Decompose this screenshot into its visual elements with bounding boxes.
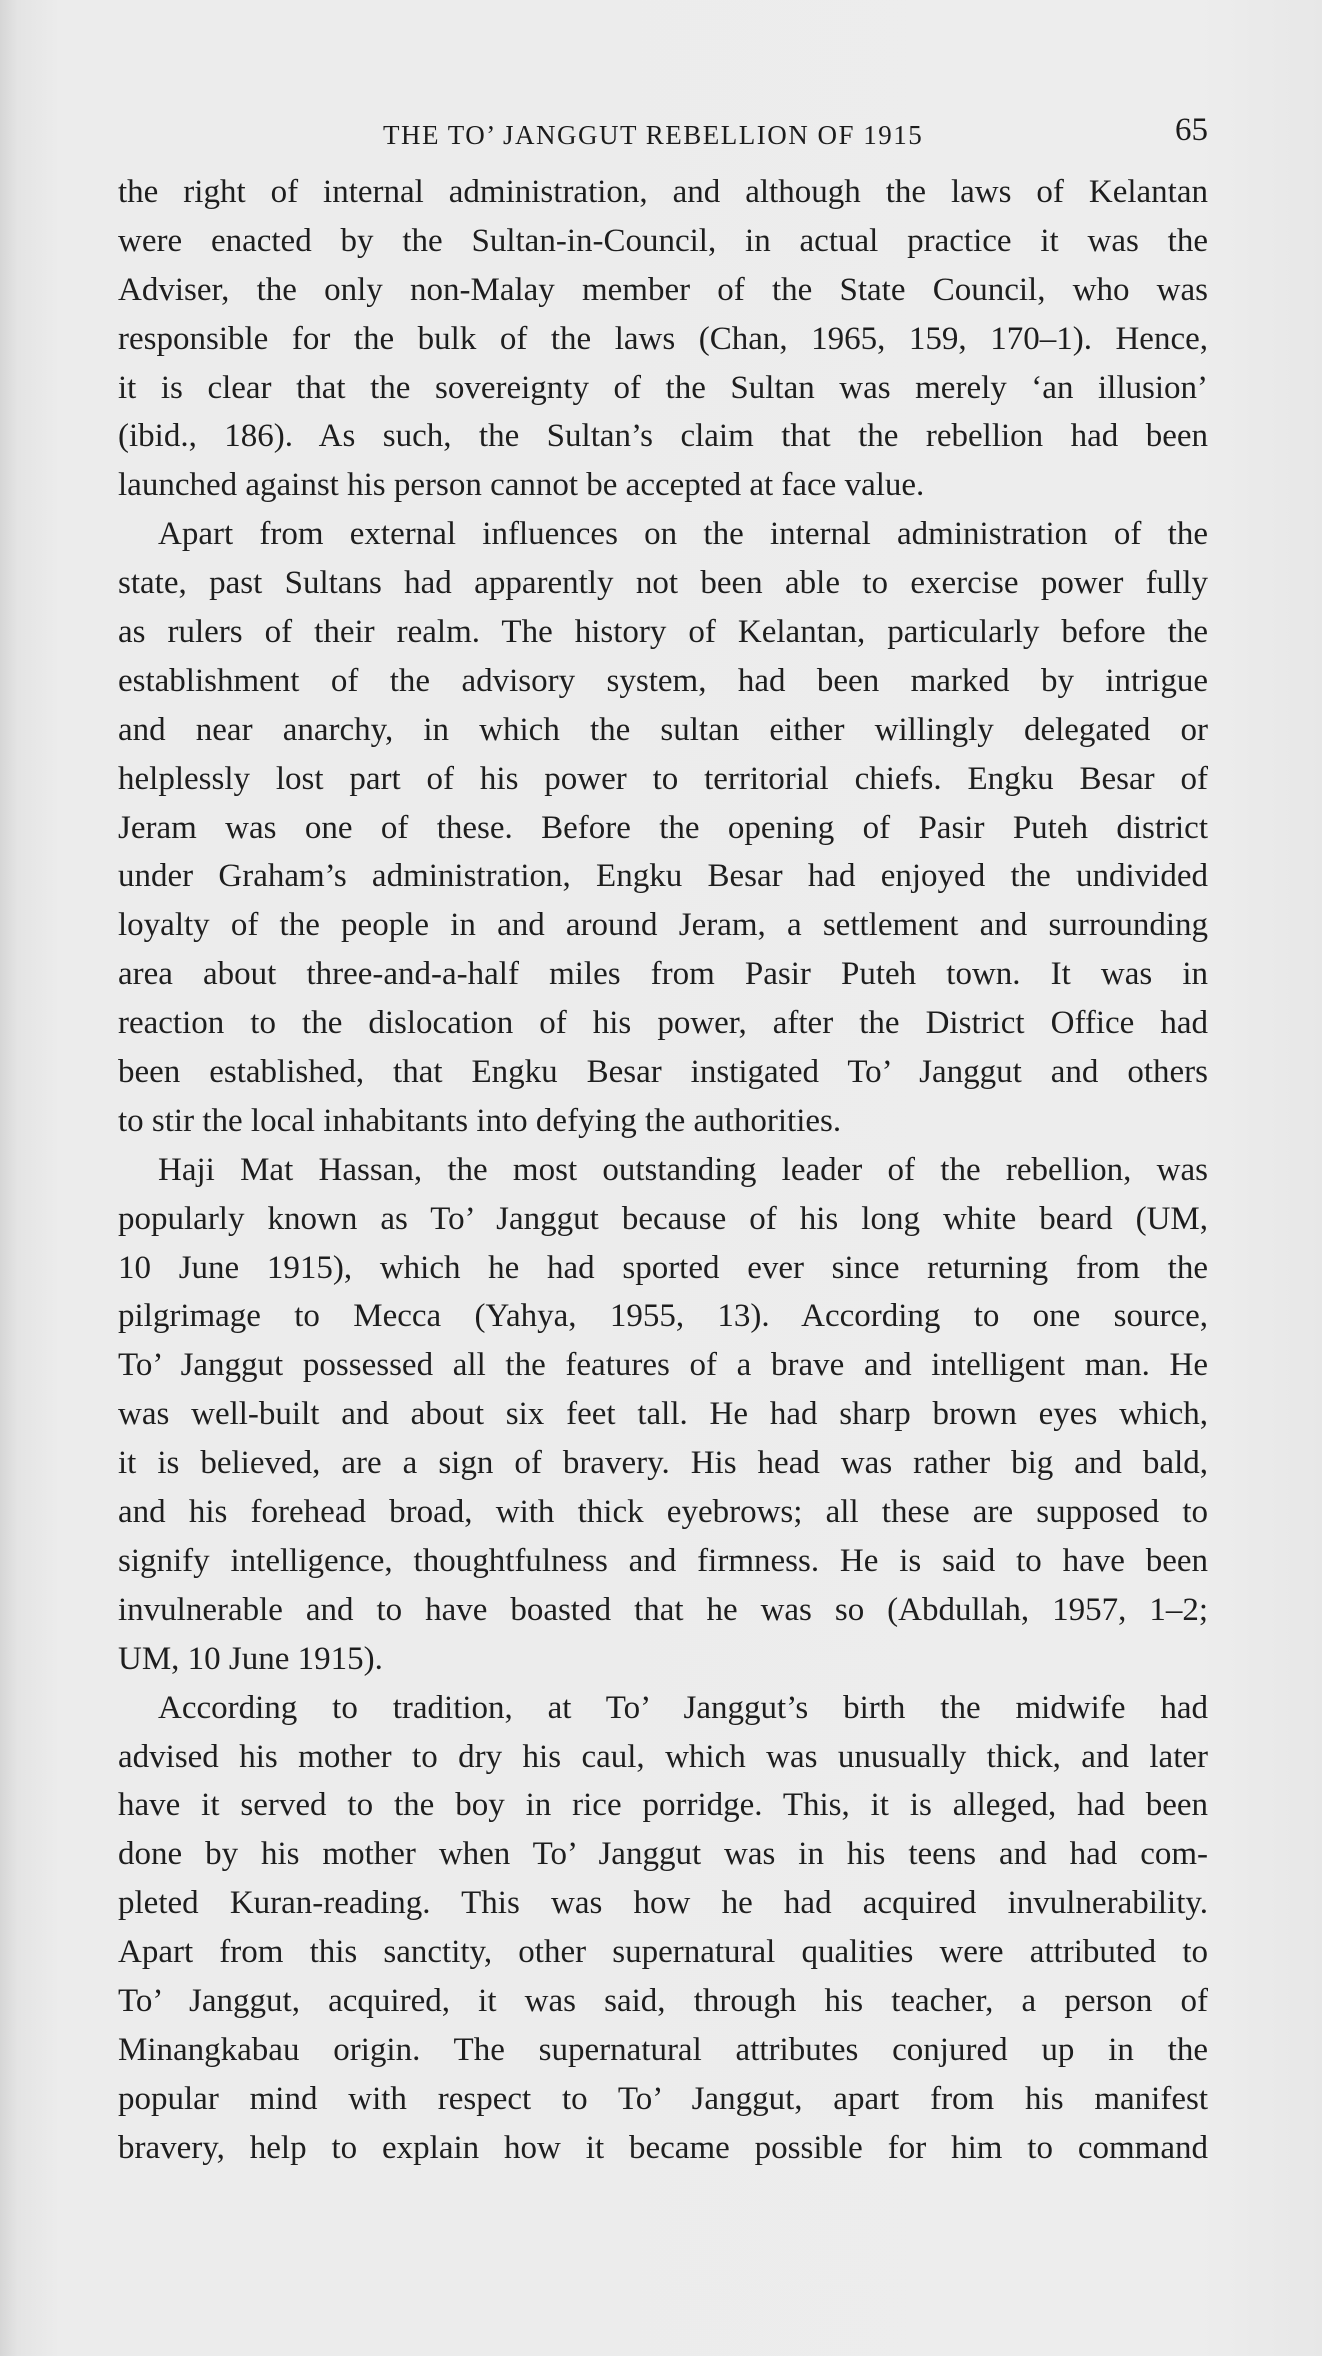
text-line: it is believed, are a sign of bravery. His head was rather big and bald,	[118, 1445, 1208, 1482]
text-line: Haji Mat Hassan, the most outstanding leader of the rebellion, was	[158, 1151, 1208, 1188]
text-line: it is clear that the sovereignty of the Sultan was merely ‘an illusion’	[118, 369, 1208, 406]
text-line: been established, that Engku Besar instigated To’ Janggut and others	[118, 1054, 1208, 1091]
page-number: 65	[1175, 112, 1208, 148]
running-head	[118, 112, 1208, 160]
text-line: under Graham’s administration, Engku Besar had enjoyed the undivided	[118, 858, 1208, 895]
text-line: to stir the local inhabitants into defying the authorities.	[118, 1102, 842, 1139]
text-line: popularly known as To’ Janggut because of his long white beard (UM,	[118, 1200, 1208, 1237]
text-line: area about three-and-a-half miles from Pasir Puteh town. It was in	[118, 956, 1208, 993]
text-line: invulnerable and to have boasted that he was so (Abdullah, 1957, 1–2;	[118, 1591, 1208, 1628]
text-line: state, past Sultans had apparently not been able to exercise power fully	[118, 565, 1208, 602]
text-line: reaction to the dislocation of his power, after the District Office had	[118, 1005, 1208, 1042]
body-text	[118, 168, 1208, 2173]
text-line: signify intelligence, thoughtfulness and firmness. He is said to have been	[118, 1542, 1208, 1579]
text-line: 10 June 1915), which he had sported ever since returning from the	[118, 1249, 1208, 1286]
text-line: To’ Janggut possessed all the features of a brave and intelligent man. He	[118, 1347, 1208, 1384]
paragraph-2	[118, 510, 1208, 1146]
text-line: establishment of the advisory system, had been marked by intrigue	[118, 662, 1208, 699]
text-line: Apart from this sanctity, other supernatural qualities were attributed to	[118, 1934, 1208, 1971]
text-line: responsible for the bulk of the laws (Chan, 1965, 159, 170–1). Hence,	[118, 320, 1208, 357]
paragraph-4	[118, 1684, 1208, 2173]
text-line: Minangkabau origin. The supernatural attributes conjured up in the	[118, 2031, 1208, 2068]
text-line: loyalty of the people in and around Jeram, a settlement and surrounding	[118, 907, 1208, 944]
text-line: and near anarchy, in which the sultan either willingly delegated or	[118, 711, 1208, 748]
text-line: done by his mother when To’ Janggut was in his teens and had com-	[118, 1836, 1208, 1873]
text-line: Adviser, the only non-Malay member of the State Council, who was	[118, 271, 1208, 308]
paragraph-1	[118, 168, 1208, 510]
text-line: Apart from external influences on the internal administration of the	[158, 516, 1208, 553]
text-line: advised his mother to dry his caul, which was unusually thick, and later	[118, 1738, 1208, 1775]
text-line: helplessly lost part of his power to territorial chiefs. Engku Besar of	[118, 760, 1208, 797]
text-line: pilgrimage to Mecca (Yahya, 1955, 13). According to one source,	[118, 1298, 1208, 1335]
text-line: pleted Kuran-reading. This was how he had acquired invulnerability.	[118, 1885, 1208, 1922]
text-line: popular mind with respect to To’ Janggut, apart from his manifest	[118, 2080, 1208, 2117]
text-line: have it served to the boy in rice porridge. This, it is alleged, had been	[118, 1787, 1208, 1824]
text-line: bravery, help to explain how it became possible for him to command	[118, 2129, 1208, 2166]
text-line: as rulers of their realm. The history of Kelantan, particularly before the	[118, 614, 1208, 651]
text-line: (ibid., 186). As such, the Sultan’s claim that the rebellion had been	[118, 418, 1208, 455]
text-line: To’ Janggut, acquired, it was said, through his teacher, a person of	[118, 1982, 1208, 2019]
paragraph-3	[118, 1146, 1208, 1684]
running-title: THE TO’ JANGGUT REBELLION OF 1915	[383, 120, 924, 150]
text-line: launched against his person cannot be accepted at face value.	[118, 467, 925, 504]
text-line: UM, 10 June 1915).	[118, 1640, 383, 1677]
text-line: According to tradition, at To’ Janggut’s birth the midwife had	[158, 1689, 1208, 1726]
text-line: was well-built and about six feet tall. He had sharp brown eyes which,	[118, 1396, 1208, 1433]
text-line: Jeram was one of these. Before the opening of Pasir Puteh district	[118, 809, 1208, 846]
text-line: the right of internal administration, and although the laws of Kelantan	[118, 174, 1208, 210]
text-line: were enacted by the Sultan-in-Council, in actual practice it was the	[118, 222, 1208, 259]
text-line: and his forehead broad, with thick eyebrows; all these are supposed to	[118, 1494, 1208, 1531]
